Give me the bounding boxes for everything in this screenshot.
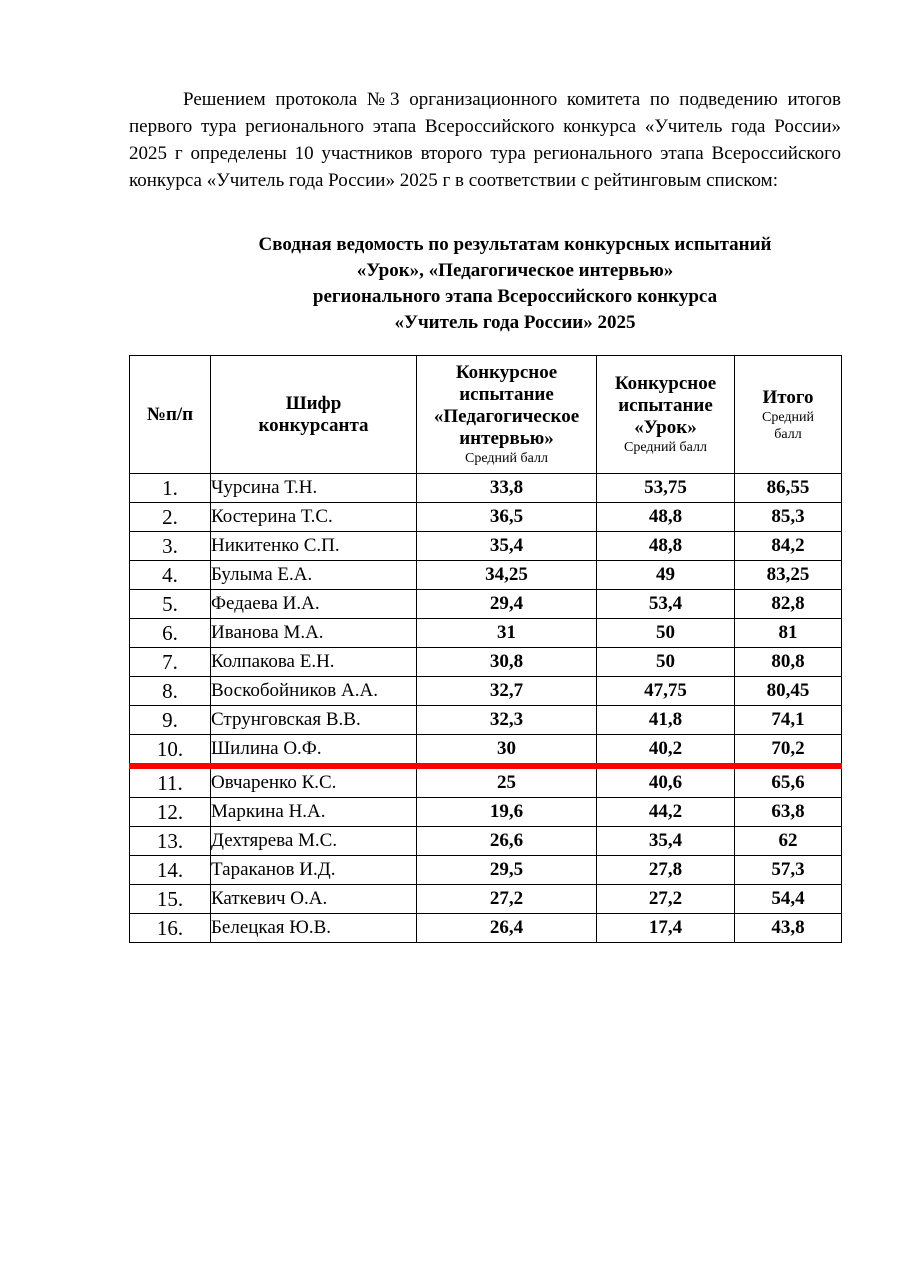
interview-score-cell: 25 bbox=[417, 766, 597, 798]
row-number-cell: 1. bbox=[130, 474, 211, 503]
intro-paragraph: Решением протокола №3 организационного комитета по подведению итогов первого тура регионального этапа Всероссийского конкурса «Учитель года России» 2025 г определены 10 участников второго тура регионального этапа Всероссийского конкурса «Учитель года России» 2025 г в соответствии с рейтинговым списком: bbox=[129, 89, 841, 191]
header-interview-sub: Средний балл bbox=[465, 451, 548, 466]
header-total-sub: Средний балл bbox=[762, 409, 814, 442]
interview-score-cell: 30 bbox=[417, 735, 597, 767]
lesson-score-cell: 44,2 bbox=[597, 798, 735, 827]
lesson-score-cell: 27,8 bbox=[597, 856, 735, 885]
total-score-cell: 70,2 bbox=[735, 735, 842, 767]
row-number-cell: 10. bbox=[130, 735, 211, 767]
table-row bbox=[130, 561, 842, 590]
table-row bbox=[130, 648, 842, 677]
interview-score-cell: 29,4 bbox=[417, 590, 597, 619]
total-score-cell: 80,8 bbox=[735, 648, 842, 677]
header-total bbox=[735, 356, 842, 474]
participant-name-cell: Никитенко С.П. bbox=[211, 532, 417, 561]
interview-score-cell: 31 bbox=[417, 619, 597, 648]
lesson-score-cell: 40,6 bbox=[597, 766, 735, 798]
lesson-score-cell: 48,8 bbox=[597, 503, 735, 532]
row-number-cell: 9. bbox=[130, 706, 211, 735]
participant-name-cell: Тараканов И.Д. bbox=[211, 856, 417, 885]
table-row bbox=[130, 532, 842, 561]
lesson-score-cell: 40,2 bbox=[597, 735, 735, 767]
total-score-cell: 63,8 bbox=[735, 798, 842, 827]
participant-name-cell: Колпакова Е.Н. bbox=[211, 648, 417, 677]
title-line: регионального этапа Всероссийского конкурса bbox=[312, 286, 718, 307]
lesson-score-cell: 48,8 bbox=[597, 532, 735, 561]
total-score-cell: 81 bbox=[735, 619, 842, 648]
interview-score-cell: 30,8 bbox=[417, 648, 597, 677]
table-row bbox=[130, 856, 842, 885]
lesson-score-cell: 17,4 bbox=[597, 914, 735, 943]
lesson-score-cell: 50 bbox=[597, 648, 735, 677]
row-number-cell: 6. bbox=[130, 619, 211, 648]
interview-score-cell: 34,25 bbox=[417, 561, 597, 590]
total-score-cell: 65,6 bbox=[735, 766, 842, 798]
lesson-score-cell: 49 bbox=[597, 561, 735, 590]
row-number-cell: 12. bbox=[130, 798, 211, 827]
title-line: «Учитель года России» 2025 bbox=[394, 312, 636, 333]
row-number-cell: 11. bbox=[130, 766, 211, 798]
interview-score-cell: 26,4 bbox=[417, 914, 597, 943]
total-score-cell: 74,1 bbox=[735, 706, 842, 735]
header-lesson-sub: Средний балл bbox=[624, 440, 707, 455]
header-code-label: Шифр конкурсанта bbox=[258, 392, 369, 436]
lesson-score-cell: 53,75 bbox=[597, 474, 735, 503]
lesson-score-cell: 50 bbox=[597, 619, 735, 648]
header-lesson bbox=[597, 356, 735, 474]
participant-name-cell: Федаева И.А. bbox=[211, 590, 417, 619]
interview-score-cell: 27,2 bbox=[417, 885, 597, 914]
row-number-cell: 3. bbox=[130, 532, 211, 561]
interview-score-cell: 35,4 bbox=[417, 532, 597, 561]
table-row bbox=[130, 474, 842, 503]
total-score-cell: 62 bbox=[735, 827, 842, 856]
row-number-cell: 4. bbox=[130, 561, 211, 590]
header-interview bbox=[417, 356, 597, 474]
results-table bbox=[129, 355, 842, 943]
participant-name-cell: Белецкая Ю.В. bbox=[211, 914, 417, 943]
row-number-cell: 14. bbox=[130, 856, 211, 885]
total-score-cell: 84,2 bbox=[735, 532, 842, 561]
interview-score-cell: 33,8 bbox=[417, 474, 597, 503]
interview-score-cell: 29,5 bbox=[417, 856, 597, 885]
participant-name-cell: Каткевич О.А. bbox=[211, 885, 417, 914]
table-row bbox=[130, 827, 842, 856]
total-score-cell: 54,4 bbox=[735, 885, 842, 914]
participant-name-cell: Маркина Н.А. bbox=[211, 798, 417, 827]
interview-score-cell: 19,6 bbox=[417, 798, 597, 827]
table-row bbox=[130, 503, 842, 532]
participant-name-cell: Шилина О.Ф. bbox=[211, 735, 417, 767]
interview-score-cell: 32,7 bbox=[417, 677, 597, 706]
header-total-label: Итого bbox=[762, 386, 814, 408]
participant-name-cell: Овчаренко К.С. bbox=[211, 766, 417, 798]
row-number-cell: 16. bbox=[130, 914, 211, 943]
total-score-cell: 82,8 bbox=[735, 590, 842, 619]
total-score-cell: 80,45 bbox=[735, 677, 842, 706]
interview-score-cell: 32,3 bbox=[417, 706, 597, 735]
header-lesson-label: Конкурсное испытание «Урок» bbox=[614, 373, 717, 438]
participant-name-cell: Костерина Т.С. bbox=[211, 503, 417, 532]
table-row bbox=[130, 735, 842, 767]
row-number-cell: 2. bbox=[130, 503, 211, 532]
table-row bbox=[130, 619, 842, 648]
total-score-cell: 43,8 bbox=[735, 914, 842, 943]
participant-name-cell: Воскобойников А.А. bbox=[211, 677, 417, 706]
table-body bbox=[130, 474, 842, 943]
header-code bbox=[211, 356, 417, 474]
row-number-cell: 7. bbox=[130, 648, 211, 677]
title-line: Сводная ведомость по результатам конкурсных испытаний bbox=[258, 234, 772, 255]
table-row bbox=[130, 914, 842, 943]
total-score-cell: 57,3 bbox=[735, 856, 842, 885]
participant-name-cell: Иванова М.А. bbox=[211, 619, 417, 648]
row-number-cell: 13. bbox=[130, 827, 211, 856]
total-score-cell: 83,25 bbox=[735, 561, 842, 590]
participant-name-cell: Дехтярева М.С. bbox=[211, 827, 417, 856]
row-number-cell: 15. bbox=[130, 885, 211, 914]
table-row bbox=[130, 766, 842, 798]
row-number-cell: 8. bbox=[130, 677, 211, 706]
participant-name-cell: Струнговская В.В. bbox=[211, 706, 417, 735]
lesson-score-cell: 41,8 bbox=[597, 706, 735, 735]
header-num: №п/п bbox=[130, 356, 211, 474]
interview-score-cell: 26,6 bbox=[417, 827, 597, 856]
row-number-cell: 5. bbox=[130, 590, 211, 619]
participant-name-cell: Чурсина Т.Н. bbox=[211, 474, 417, 503]
table-row bbox=[130, 798, 842, 827]
title-line: «Урок», «Педагогическое интервью» bbox=[356, 260, 674, 281]
table-row bbox=[130, 677, 842, 706]
header-interview-label: Конкурсное испытание «Педагогическое интервью» bbox=[433, 362, 580, 449]
table-row bbox=[130, 590, 842, 619]
lesson-score-cell: 27,2 bbox=[597, 885, 735, 914]
header-row bbox=[130, 356, 842, 474]
total-score-cell: 86,55 bbox=[735, 474, 842, 503]
table-row bbox=[130, 885, 842, 914]
lesson-score-cell: 35,4 bbox=[597, 827, 735, 856]
table-title bbox=[120, 232, 905, 336]
interview-score-cell: 36,5 bbox=[417, 503, 597, 532]
lesson-score-cell: 47,75 bbox=[597, 677, 735, 706]
table-row bbox=[130, 706, 842, 735]
participant-name-cell: Булыма Е.А. bbox=[211, 561, 417, 590]
lesson-score-cell: 53,4 bbox=[597, 590, 735, 619]
total-score-cell: 85,3 bbox=[735, 503, 842, 532]
